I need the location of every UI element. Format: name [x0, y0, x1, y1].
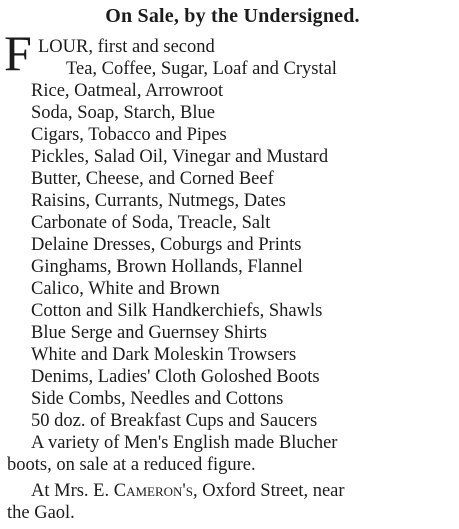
item-line-ginghams: Ginghams, Brown Hollands, Flannel — [31, 257, 303, 277]
item-line-cups: 50 doz. of Breakfast Cups and Saucers — [31, 411, 318, 431]
proprietor-name: Cameron's — [113, 481, 193, 501]
paragraph-address-line-2: the Gaol. — [7, 503, 75, 523]
paragraph-boots-line-2: boots, on sale at a reduced figure. — [7, 455, 256, 475]
item-line-calico: Calico, White and Brown — [31, 279, 220, 299]
paragraph-address-line-1 — [31, 480, 345, 502]
item-line-pickles: Pickles, Salad Oil, Vinegar and Mustard — [31, 147, 329, 167]
item-line-tea: Tea, Coffee, Sugar, Loaf and Crystal — [66, 59, 337, 79]
item-line-combs: Side Combs, Needles and Cottons — [31, 389, 284, 409]
address-street: , Oxford Street, near — [193, 481, 345, 501]
item-line-raisins: Raisins, Currants, Nutmegs, Dates — [31, 191, 286, 211]
address-prefix: At Mrs. E. — [31, 481, 114, 501]
paragraph-boots-line-1: A variety of Men's English made Blucher — [31, 433, 338, 453]
item-line-carbonate: Carbonate of Soda, Treacle, Salt — [31, 213, 271, 233]
item-line-cotton: Cotton and Silk Handkerchiefs, Shawls — [31, 301, 323, 321]
advert-heading: On Sale, by the Undersigned. — [105, 5, 360, 27]
item-line-moleskin: White and Dark Moleskin Trowsers — [31, 345, 297, 365]
item-line-soda: Soda, Soap, Starch, Blue — [31, 103, 215, 123]
drop-cap-letter: F — [4, 25, 32, 81]
item-line-rice: Rice, Oatmeal, Arrowroot — [31, 81, 224, 101]
item-line-butter: Butter, Cheese, and Corned Beef — [31, 169, 274, 189]
item-line-cigars: Cigars, Tobacco and Pipes — [31, 125, 227, 145]
item-line-delaine: Delaine Dresses, Coburgs and Prints — [31, 235, 302, 255]
item-line-denims: Denims, Ladies' Cloth Goloshed Boots — [31, 367, 320, 387]
item-line-serge: Blue Serge and Guernsey Shirts — [31, 323, 268, 343]
item-line-flour: LOUR, first and second — [38, 37, 215, 57]
